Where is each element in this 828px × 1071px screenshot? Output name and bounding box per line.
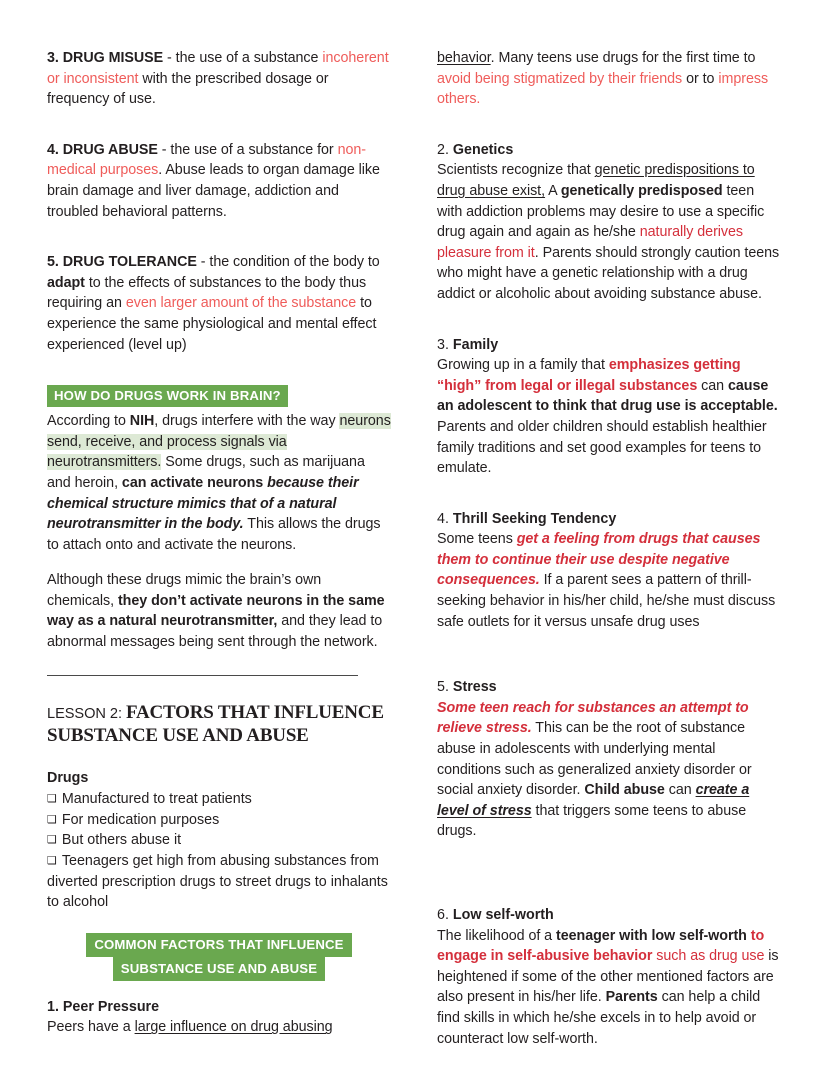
- factor-6-bold2: Parents: [605, 989, 658, 1006]
- bullet-text: For medication purposes: [61, 811, 220, 828]
- factor-6-red1: such as drug use: [652, 948, 765, 965]
- factor-2-heading-text: Genetics: [452, 141, 514, 158]
- factor-5-text3: that triggers some teens to abuse drugs.: [437, 802, 747, 840]
- factor-6-number: 6.: [437, 907, 453, 923]
- brain-p1-bold2: can activate neurons: [121, 474, 268, 491]
- factor-5-text2: can: [664, 782, 696, 799]
- brain-p2-text1: Although these drugs mimic the brain’s own chemicals,: [47, 572, 322, 609]
- item5-number: 5.: [47, 254, 59, 271]
- definition-drug-tolerance: [47, 252, 391, 355]
- definition-drug-misuse: [47, 48, 391, 110]
- factor-2-heading: [437, 140, 781, 161]
- factor-5-heading-text: Stress: [452, 679, 497, 696]
- brain-paragraph-2: [47, 570, 391, 652]
- common-factors-banner-line1: COMMON FACTORS THAT INFLUENCE: [86, 933, 351, 957]
- item5-dash: -: [196, 254, 210, 271]
- section-banner-brain: HOW DO DRUGS WORK IN BRAIN?: [47, 385, 288, 407]
- section-divider: [47, 675, 358, 676]
- two-column-layout: [47, 48, 781, 1049]
- item3-red1: incoherent or inconsistent: [47, 50, 389, 87]
- drugs-subheading: Drugs: [47, 769, 89, 786]
- factor-1-cont-underline: behavior: [437, 50, 491, 66]
- item5-red1: even larger amount of the substance: [125, 295, 357, 312]
- factor-3-bold1: cause an adolescent to think that drug use is acceptable.: [437, 377, 778, 415]
- left-column: [47, 48, 391, 1049]
- factor-1-cont-text1: . Many teens use drugs for the first time to: [490, 50, 756, 66]
- spacer: [437, 125, 781, 140]
- factor-6-heading-text: Low self-worth: [452, 907, 554, 923]
- bullet-text: Teenagers get high from abusing substances from diverted prescription drugs to street drugs to inhalants to alcohol: [47, 853, 388, 911]
- definition-drug-abuse: [47, 140, 391, 222]
- item3-dash: -: [163, 50, 176, 66]
- item4-text1: the use of a substance for: [170, 141, 338, 158]
- spacer: [437, 320, 781, 335]
- item3-text2: with the prescribed dosage or frequency of use.: [47, 70, 329, 108]
- lesson-heading: [47, 702, 391, 748]
- brain-p1-highlight: neurons send, receive, and process signals via neurotransmitters.: [47, 413, 391, 471]
- factor-2-bold1: genetically predisposed: [560, 182, 723, 199]
- factor-4-number: 4.: [437, 510, 453, 527]
- item4-term: DRUG ABUSE: [62, 141, 158, 158]
- factor-6-bold1: teenager with low self-worth: [556, 927, 747, 944]
- brain-p1-text1: According to: [47, 413, 130, 430]
- factor-3-text1: Growing up in a family that: [437, 357, 609, 374]
- factor-5-heading: [437, 677, 781, 698]
- factor-5-red-italic1: Some teen reach for substances an attempt to relieve stress.: [437, 699, 749, 737]
- lesson-title: FACTORS THAT INFLUENCE SUBSTANCE USE AND ABUSE: [47, 701, 384, 746]
- item4-text2: . Abuse leads to organ damage like brain damage and liver damage, addiction and troubled behavioral patterns.: [47, 162, 380, 220]
- factor-1-heading: [47, 997, 391, 1018]
- factor-4-red-italic1: get a feeling from drugs that causes them to continue their use despite negative consequences.: [437, 531, 761, 589]
- bullet-text: Manufactured to treat patients: [61, 791, 252, 808]
- factor-3-heading: [437, 335, 781, 356]
- factor-6-text3: can help a child find skills in which he/she excels in to help avoid or counteract low self-worth.: [437, 989, 761, 1047]
- factor-3-text2: can: [697, 377, 728, 394]
- factor-6-text1: The likelihood of a: [437, 927, 557, 944]
- lesson-label: LESSON 2:: [47, 705, 126, 722]
- brain-p1-nih: NIH: [129, 413, 155, 430]
- drugs-bullet-list: [47, 789, 391, 913]
- checkbox-square-icon: ❑: [47, 833, 57, 847]
- item4-number: 4.: [47, 141, 59, 158]
- brain-p1-text4: This allows the drugs to attach onto and activate the neurons.: [47, 516, 381, 553]
- factor-4-heading-text: Thrill Seeking Tendency: [452, 510, 617, 527]
- checkbox-square-icon: ❑: [47, 854, 57, 868]
- factor-1-continuation: [437, 48, 781, 110]
- factor-6-redbold1: to engage in self-abusive behavior: [437, 927, 765, 965]
- factor-6-heading: [437, 905, 781, 926]
- brain-paragraph-1: [47, 411, 391, 555]
- brain-p1-text2: , drugs interfere with the way: [154, 413, 340, 430]
- item5-bold1: adapt: [47, 274, 85, 291]
- brain-p1-text3: Some drugs, such as marijuana and heroin,: [47, 454, 365, 491]
- factor-5-body: [437, 698, 781, 842]
- item5-text3: to experience the same physiological and mental effect experienced (level up): [47, 295, 377, 353]
- factor-1-text1: Peers have a: [47, 1019, 135, 1036]
- list-item: [47, 789, 391, 810]
- brain-p2-text2: and they lead to abnormal messages being sent through the network.: [47, 613, 383, 651]
- brain-p1-bolditalic: because their chemical structure mimics that of a natural neurotransmitter in the body.: [47, 474, 359, 533]
- factor-3-body: [437, 355, 781, 479]
- common-factors-banner: [47, 933, 391, 981]
- spacer: [47, 370, 391, 385]
- factor-1-cont-text2: or to: [682, 70, 719, 87]
- factor-4-body: [437, 529, 781, 632]
- spacer: [437, 857, 781, 887]
- factor-4-text1: Some teens: [437, 531, 517, 548]
- factor-5-text1: This can be the root of substance abuse in adolescents with underlying mental conditions such as generalized anxiety disorder or social anxiety disorder.: [437, 720, 752, 799]
- factor-6-body: [437, 926, 781, 1050]
- factor-5-bold1: Child abuse: [584, 782, 665, 799]
- list-item: [47, 830, 391, 851]
- factor-2-number: 2.: [437, 141, 453, 158]
- bullet-text: But others abuse it: [61, 832, 182, 849]
- factor-2-text2: A: [545, 182, 561, 199]
- item5-term: DRUG TOLERANCE: [62, 254, 197, 271]
- item4-dash: -: [157, 141, 171, 158]
- factor-1-heading-text: 1. Peer Pressure: [47, 998, 160, 1015]
- factor-2-text4: . Parents should strongly caution teens who might have a genetic relationship with a drug addict or alcoholic about avoiding substance abuse.: [437, 244, 780, 302]
- brain-banner-wrap: [47, 385, 391, 409]
- checkbox-square-icon: ❑: [47, 792, 57, 806]
- spacer: [437, 494, 781, 509]
- factor-3-number: 3.: [437, 336, 453, 353]
- item5-text2: to the effects of substances to the body thus requiring an: [47, 274, 367, 312]
- factor-4-heading: [437, 509, 781, 530]
- factor-2-text1: Scientists recognize that: [437, 162, 595, 179]
- brain-p2-bold1: they don’t activate neurons in the same way as a natural neurotransmitter,: [47, 592, 385, 630]
- factor-3-text3: Parents and older children should establish healthier family traditions and set good examples for teens to emulate.: [437, 418, 767, 477]
- factor-1-cont-red2: impress others.: [437, 70, 769, 108]
- common-factors-banner-line2: SUBSTANCE USE AND ABUSE: [113, 957, 325, 981]
- spacer: [437, 887, 781, 905]
- item3-number: 3.: [47, 50, 59, 66]
- factor-2-text3: teen with addiction problems may desire to use a specific drug again and again as he/she: [437, 182, 765, 241]
- factor-2-red1: naturally derives pleasure from it: [437, 224, 743, 261]
- item3-term: DRUG MISUSE: [62, 50, 164, 66]
- factor-3-redbold1: emphasizes getting “high” from legal or illegal substances: [437, 357, 741, 394]
- factor-2-underline1: genetic predispositions to drug abuse exist,: [437, 162, 755, 199]
- item5-text1: the condition of the body to: [209, 254, 380, 271]
- spacer: [437, 647, 781, 677]
- factor-1-underline1: large influence on drug abusing: [134, 1019, 333, 1036]
- list-item: [47, 851, 391, 913]
- factor-2-body: [437, 160, 781, 304]
- factor-5-number: 5.: [437, 679, 453, 696]
- spacer: [47, 125, 391, 140]
- factor-1-cont-red1: avoid being stigmatized by their friends: [437, 70, 683, 87]
- item3-text1: the use of a substance: [175, 50, 323, 66]
- right-column: [437, 48, 781, 1049]
- item4-red1: non-medical purposes: [47, 141, 366, 179]
- spacer: [47, 237, 391, 252]
- checkbox-square-icon: ❑: [47, 812, 57, 826]
- factor-6-text2: is heightened if some of the other mentioned factors are also present in his/her life.: [437, 948, 779, 1006]
- factor-5-bold-italic-underline: create a level of stress: [437, 782, 750, 819]
- factor-1-body: [47, 1017, 391, 1038]
- list-item: [47, 810, 391, 831]
- factor-3-heading-text: Family: [452, 336, 499, 353]
- factor-4-text2: If a parent sees a pattern of thrill-seeking behavior in his/her child, he/she must discuss safe outlets for it versus unsafe drug uses: [437, 572, 776, 630]
